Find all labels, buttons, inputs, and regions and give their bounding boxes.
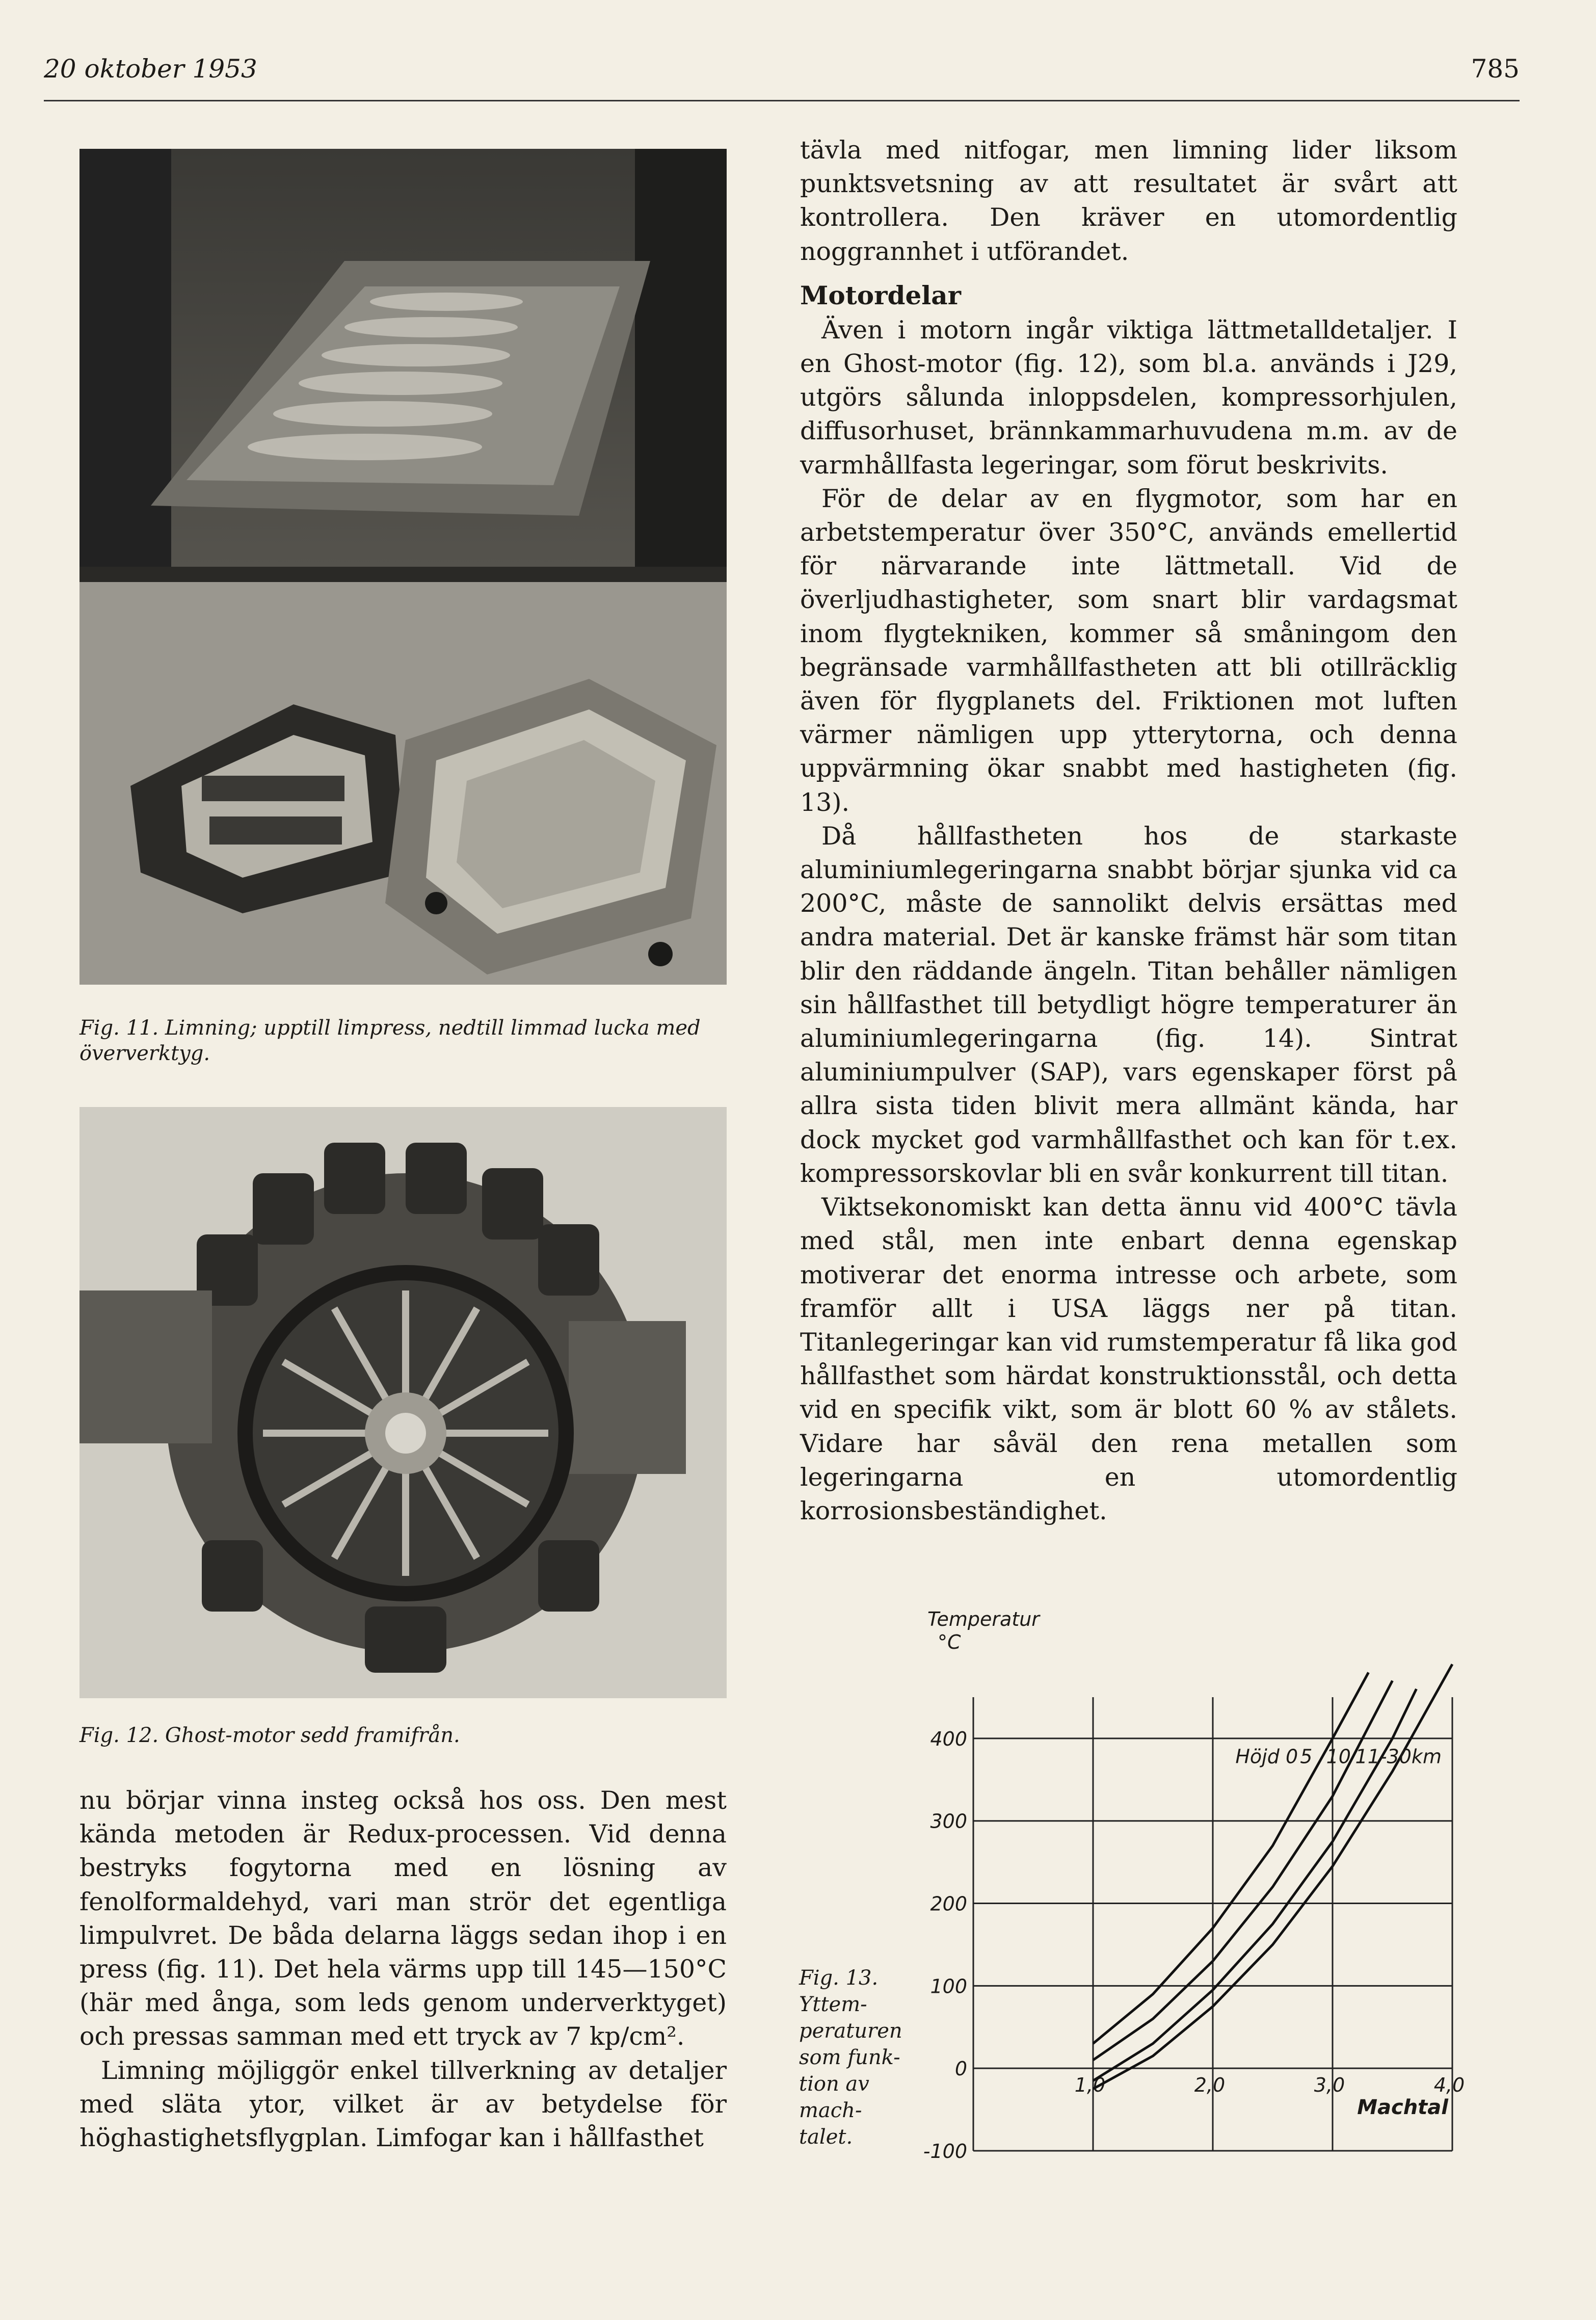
fig13-caption-line: som funk-	[799, 2046, 900, 2069]
right-paragraph: För de delar av en flygmotor, som har en arbetstemperatur över 350°C, används emellertid för närvarande inte lättmetall. Vid de överljudhastigheter, som snart blir vardagsmat inom flygtekniken, kommer så småningom den begränsade varmhållfastheten att bli otillräcklig även för flygplanets del. Friktionen mot luften värmer nämligen upp ytterytorna, och denna uppvärmning ökar snabbt med hastigheten (fig. 13).	[800, 484, 1457, 817]
temperature-chart-svg	[917, 1595, 1468, 2166]
fig13-caption-line: peraturen	[799, 2019, 902, 2043]
fig13-caption-line: Yttem-	[799, 1993, 867, 2016]
y-tick-label: 400	[930, 1727, 967, 1750]
left-paragraph: nu börjar vinna insteg också hos oss. Den mest kända metoden är Redux-processen. Vid denna bestryks fogytorna med en lösning av fenolformaldehyd, vari man strör det egentliga limpulvret. De båda delarna läggs sedan ihop i en press (fig. 11). Det hela värms upp till 145—150°C (här med ånga, som leds genom underverktyget) och pressas samman med ett tryck av 7 kp/cm².	[79, 1786, 727, 2051]
right-paragraph: Viktsekonomiskt kan detta ännu vid 400°C tävla med stål, men inte enbart denna egenskap motiverar det enorma intresse och arbete, som framför allt i USA läggs ner på titan. Titanlegeringar kan vid rumstemperatur få lika god hållfasthet som härdat konstruktionsstål, och detta vid en specifik vikt, som är blott 60 % av stålets. Vidare har såväl den rena metallen som legeringarna en utomordentlig korrosionsbeständighet.	[800, 1193, 1457, 1525]
series-label-0: Höjd 0	[1235, 1745, 1298, 1768]
series-label-11-30km: 11-30km	[1355, 1745, 1442, 1768]
x-tick-label: 2,0	[1194, 2074, 1226, 2097]
y-tick-label: -100	[923, 2140, 967, 2163]
fig11-caption: Fig. 11. Limning; upptill limpress, nedtill limmad lucka med öververktyg.	[79, 1016, 701, 1065]
y-axis-unit: °C	[938, 1631, 961, 1653]
fig13-caption-line: tion av	[799, 2072, 869, 2096]
header-rule	[44, 100, 1520, 101]
fig12-caption: Fig. 12. Ghost-motor sedd framifrån.	[79, 1724, 460, 1747]
fig13-caption-line: Fig. 13.	[799, 1966, 879, 1990]
fig13-caption-line: talet.	[799, 2125, 853, 2149]
y-tick-label: 200	[930, 1892, 967, 1915]
x-tick-label: 4,0	[1433, 2074, 1465, 2097]
x-tick-label: 3,0	[1314, 2074, 1345, 2097]
y-tick-label: 100	[930, 1975, 967, 1998]
header-date: 20 oktober 1953	[44, 54, 257, 84]
series-label-5: 5	[1300, 1745, 1313, 1768]
series-label-10: 10	[1326, 1745, 1351, 1768]
series-curve-5	[1093, 1681, 1393, 2060]
y-tick-label: 0	[954, 2058, 967, 2080]
fig12-photo	[79, 1107, 727, 1698]
fig13-caption	[799, 1965, 916, 2150]
left-column-text	[79, 1784, 727, 2155]
right-paragraph: Då hållfastheten hos de starkaste aluminiumlegeringarna snabbt börjar sjunka vid ca 200°C, måste de sannolikt delvis ersättas med andra material. Det är kanske främst här som titan blir den räddande ängeln. Titan behåller nämligen sin hållfasthet till betydligt högre temperaturer än aluminiumlegeringarna (fig. 14). Sintrat aluminiumpulver (SAP), vars egenskaper först på allra sista tiden blivit mera allmänt kända, har dock mycket god varmhållfasthet och kan för t.ex. kompressorskovlar bli en svår konkurrent till titan.	[800, 821, 1457, 1188]
page-header	[44, 49, 1520, 100]
x-tick-label: 1,0	[1074, 2074, 1106, 2097]
section-heading: Motordelar	[800, 280, 961, 310]
right-column-text	[800, 134, 1457, 1528]
right-paragraph: Även i motorn ingår viktiga lättmetalldetaljer. I en Ghost-motor (fig. 12), som bl.a. används i J29, utgörs sålunda inloppsdelen, kompressorhjulen, diffusorhuset, brännkammarhuvudena m.m. av de varmhållfasta legeringar, som förut beskrivits.	[800, 315, 1457, 480]
fig13-caption-line: mach-	[799, 2099, 862, 2122]
x-axis-title: Machtal	[1357, 2096, 1448, 2120]
fig11-photo	[79, 149, 727, 985]
fig13-chart	[917, 1595, 1468, 2166]
y-tick-label: 300	[930, 1810, 967, 1833]
right-intro-paragraph: tävla med nitfogar, men limning lider liksom punktsvetsning av att resultatet är svårt att kontrollera. Den kräver en utomordentlig noggrannhet i utförandet.	[800, 136, 1457, 266]
left-paragraph: Limning möjliggör enkel tillverkning av detaljer med släta ytor, vilket är av betydelse för höghastighetsflygplan. Limfogar kan i hållfasthet	[79, 2055, 727, 2153]
page-number: 785	[1471, 54, 1520, 84]
y-axis-title: Temperatur	[927, 1608, 1040, 1630]
